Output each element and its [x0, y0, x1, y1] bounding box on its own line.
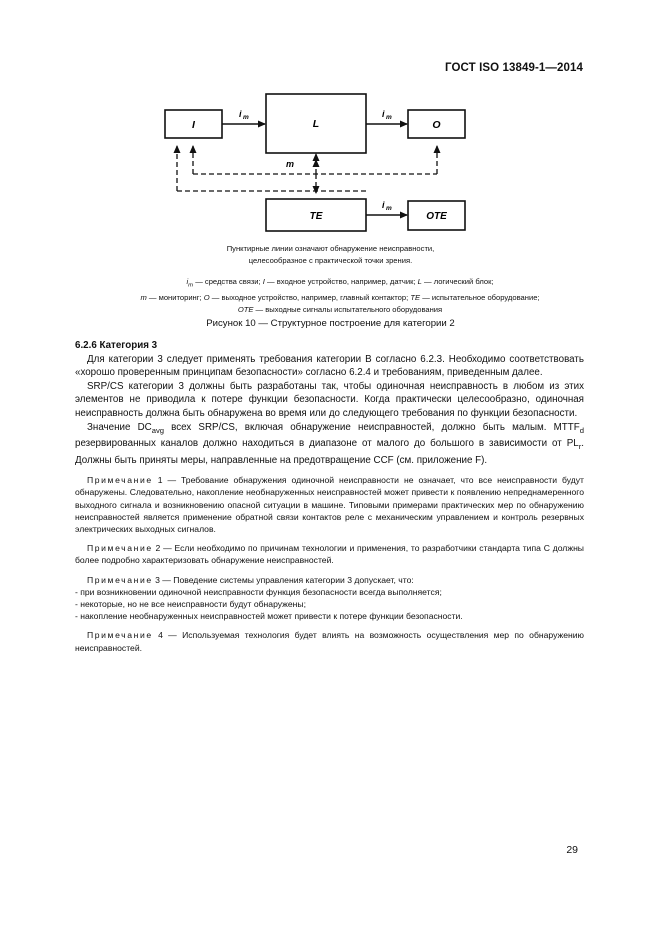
note-2-text: 2 — Если необходимо по причинам технологии и применения, то разработчики стандарта типа С должны более подробно характеризовать обнаружение неисправностей. [75, 543, 584, 566]
paragraph-3-seg-5: r [578, 442, 582, 452]
note-3 [75, 574, 584, 586]
legend-line-2-seg-3: — выходное устройство, например, главный контактор; [209, 292, 411, 302]
legend-line-2-seg-0: m [140, 292, 147, 302]
signal-label-im-2 [382, 109, 392, 121]
paragraph-3-seg-1: avg [151, 425, 165, 435]
note-1 [75, 474, 584, 535]
diagram-note-line-2: целесообразное с практической точки зрения. [248, 255, 413, 265]
paragraph-1: Для категории 3 следует применять требования категории В согласно 6.2.3. Необходимо соответствовать «хорошо проверенным принципам безопасности» согласно 6.2.4 и требованиям, приведенным далее. [75, 353, 584, 379]
paragraph-2: SRP/CS категории 3 должны быть разработаны так, чтобы одиночная неисправность в любом из этих элементов не приводила к потере функции безопасности. Когда практически целесообразно, одиночная неисправность должна быть обнаружена во время или до следующего требования по функции безопасности. [75, 380, 584, 419]
test-equipment-block-label: TE [309, 211, 323, 222]
legend-line-1-seg-0: i [186, 277, 189, 286]
paragraph-3 [75, 421, 584, 468]
paragraph-3-seg-6: . Должны быть приняты меры, направленные на предотвращение CCF (см. приложение F). [75, 438, 584, 466]
paragraph-3-seg-0: Значение DC [87, 421, 152, 433]
note-3-item-3: - накопление необнаруженных неисправностей может привести к потере функции безопасности. [75, 611, 463, 622]
legend-line-3 [60, 304, 620, 316]
note-2-label: Примечание [87, 543, 153, 554]
note-1-text: 1 — Требование обнаружения одиночной неисправности не означает, что все неисправности будут обнаружены. Следовательно, накопление необнаруженных неисправностей может привести к появлению непреднамеренного выходного сигнала и возникновению опасной ситуации в машине. Типовыми примерами практических мер по обнаружению неисправностей является применение обратной связи контактов реле с механическим управлением и контроль резервных электрических выходных сигналов. [75, 475, 584, 535]
standard-header: ГОСТ ISO 13849-1—2014 [445, 62, 583, 74]
legend-line-1-seg-2: — средства связи; [193, 277, 263, 286]
note-1-label: Примечание [87, 475, 153, 486]
logic-block-label: L [312, 118, 320, 130]
legend-line-2-seg-5: — испытательное оборудование; [420, 292, 540, 302]
figure-caption: Рисунок 10 — Структурное построение для категории 2 [206, 318, 455, 329]
paragraph-3-seg-3: d [579, 425, 584, 435]
svg-text:m: m [386, 114, 392, 121]
legend-line-1-seg-1: m [188, 282, 194, 289]
output-block-label: O [432, 119, 441, 131]
note-3-item-1: - при возникновении одиночной неисправности функция безопасности всегда выполняется; [75, 586, 442, 597]
signal-label-im-3 [382, 200, 392, 212]
legend-line-1-seg-5: L [417, 277, 422, 286]
monitoring-label: m [286, 159, 295, 169]
legend-line-1-seg-3: I [262, 277, 265, 286]
legend-line-1-seg-4: — входное устройство, например, датчик; [264, 277, 418, 286]
legend-line-2-seg-4: TE [410, 292, 421, 302]
section-title: 6.2.6 Категория 3 [75, 340, 158, 351]
note-4-label: Примечание [87, 630, 153, 641]
diagram-note-line-1: Пунктирные линии означают обнаружение неисправности, [226, 244, 435, 253]
svg-text:m: m [386, 205, 392, 212]
legend-line-3-seg-1: — выходные сигналы испытательного оборудования [253, 304, 443, 314]
legend-line-3-seg-0: OTE [237, 304, 254, 314]
section-body [75, 339, 584, 654]
legend-line-2-seg-1: — мониторинг; [146, 292, 204, 302]
diagram-note [0, 243, 661, 266]
paragraph-3-seg-2: всех SRP/CS, включая обнаружение неисправностей, должно быть малым. MTTF [164, 421, 580, 433]
paragraph-3-seg-4: резервированных каналов должно находиться в диапазоне от малого до большого в зависимости от PL [75, 438, 579, 450]
legend-line-1 [60, 276, 620, 292]
svg-text:i: i [382, 200, 385, 210]
legend-line-1-seg-6: — логический блок; [421, 277, 494, 286]
note-4-text: 4 — Используемая технология будет влиять на возможность осуществления мер по обнаружению неисправностей. [75, 630, 584, 653]
legend-line-2 [60, 292, 620, 304]
input-block-label: I [192, 119, 195, 131]
page-number: 29 [566, 844, 578, 856]
svg-text:i: i [382, 109, 385, 119]
note-2 [75, 542, 584, 566]
note-3-text: 3 — Поведение системы управления категории 3 допускает, что: [152, 574, 414, 585]
note-3-item-2: - некоторые, но не все неисправности будут обнаружены; [75, 599, 306, 610]
legend-line-2-seg-2: O [203, 292, 210, 302]
diagram-legend [60, 276, 620, 316]
test-output-block-label: OTE [426, 211, 447, 222]
note-3-label: Примечание [87, 574, 153, 585]
signal-label-im-1 [239, 109, 249, 121]
svg-text:m: m [243, 114, 249, 121]
note-4 [75, 629, 584, 653]
svg-text:i: i [239, 109, 242, 119]
